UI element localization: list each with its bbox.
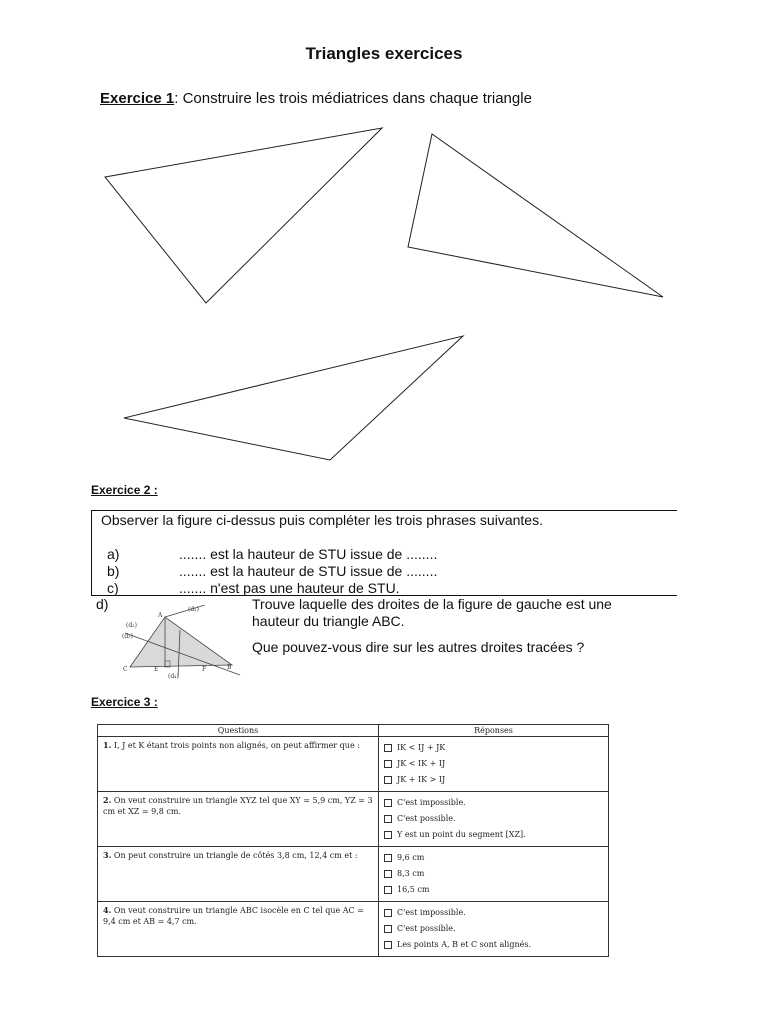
table-row [98, 737, 609, 792]
box-top-border [91, 510, 677, 511]
answer-text: JK < IK + IJ [397, 759, 446, 768]
sentence-label: c) [107, 580, 119, 596]
answer-text: IK < IJ + JK [397, 743, 446, 752]
label-d2: (d₂) [126, 622, 137, 629]
question-cell [98, 902, 379, 957]
answer-option[interactable] [384, 827, 603, 843]
table-row [98, 902, 609, 957]
answer-option[interactable] [384, 882, 603, 898]
answer-option[interactable] [384, 740, 603, 756]
answers-cell [379, 792, 609, 847]
question-d-text-1: Trouve laquelle des droites de la figure de gauche est une hauteur du triangle ABC. [252, 596, 612, 629]
exercise-2-label: Exercice 2 : [91, 483, 158, 497]
sentence-text: ....... n'est pas une hauteur de STU. [179, 580, 400, 596]
exercise-1-instruction: Construire les trois médiatrices dans chaque triangle [178, 90, 532, 107]
qcm-table [97, 724, 609, 957]
checkbox-icon[interactable] [384, 941, 392, 949]
label-d1: (d₁) [188, 606, 199, 613]
label-f: F [202, 666, 207, 673]
answers-cell [379, 902, 609, 957]
header-questions: Questions [98, 725, 379, 737]
question-d-label: d) [96, 596, 109, 612]
question-text: I, J et K étant trois points non alignés, on peut affirmer que : [113, 741, 360, 750]
question-cell [98, 847, 379, 902]
question-number: 3. [103, 850, 112, 860]
box-left-border [91, 510, 92, 596]
answer-text: Y est un point du segment [XZ]. [397, 830, 526, 839]
label-a: A [158, 612, 163, 619]
triangle-abc-fill [130, 617, 232, 667]
question-text: On peut construire un triangle de côtés 3,8 cm, 12,4 cm et : [113, 851, 358, 860]
label-d4: (d₄) [168, 673, 179, 680]
question-number: 1. [103, 740, 112, 750]
table-row [98, 792, 609, 847]
question-d-text-2: Que pouvez-vous dire sur les autres droites tracées ? [252, 639, 585, 655]
answer-option[interactable] [384, 866, 603, 882]
sentence-text: ....... est la hauteur de STU issue de ........ [179, 563, 438, 579]
answer-text: C'est possible. [397, 924, 456, 933]
checkbox-icon[interactable] [384, 909, 392, 917]
answer-option[interactable] [384, 811, 603, 827]
sentence-a [107, 546, 437, 562]
triangle-1 [105, 128, 382, 303]
exercise-1-triangles [0, 0, 768, 470]
checkbox-icon[interactable] [384, 744, 392, 752]
answer-text: 9,6 cm [397, 853, 425, 862]
question-cell [98, 792, 379, 847]
answer-option[interactable] [384, 756, 603, 772]
answer-text: Les points A, B et C sont alignés. [397, 940, 532, 949]
checkbox-icon[interactable] [384, 776, 392, 784]
checkbox-icon[interactable] [384, 870, 392, 878]
checkbox-icon[interactable] [384, 925, 392, 933]
triangle-2 [408, 134, 663, 297]
answer-option[interactable] [384, 937, 603, 953]
label-e: E [154, 666, 159, 673]
checkbox-icon[interactable] [384, 815, 392, 823]
sentence-text: ....... est la hauteur de STU issue de ........ [179, 546, 438, 562]
answers-cell [379, 737, 609, 792]
answer-option[interactable] [384, 772, 603, 788]
label-c: C [123, 666, 128, 673]
answers-cell [379, 847, 609, 902]
answer-text: C'est possible. [397, 814, 456, 823]
page-title: Triangles exercices [305, 44, 463, 63]
question-number: 4. [103, 905, 112, 915]
answer-option[interactable] [384, 850, 603, 866]
answer-option[interactable] [384, 905, 603, 921]
question-text: On veut construire un triangle ABC isocèle en C tel que AC = 9,4 cm et AB = 4,7 cm. [103, 906, 364, 926]
label-b: B [227, 664, 232, 671]
answer-text: C'est impossible. [397, 908, 466, 917]
question-cell [98, 737, 379, 792]
checkbox-icon[interactable] [384, 799, 392, 807]
sentence-label: a) [107, 546, 120, 562]
checkbox-icon[interactable] [384, 886, 392, 894]
checkbox-icon[interactable] [384, 831, 392, 839]
sentence-b [107, 563, 437, 579]
answer-text: C'est impossible. [397, 798, 466, 807]
table-header-row [98, 725, 609, 737]
exercise-1-colon: : [174, 90, 179, 107]
sentence-c [107, 580, 400, 596]
answer-option[interactable] [384, 795, 603, 811]
exercise-1-label: Exercice 1 [100, 90, 175, 107]
label-d3: (d₃) [122, 633, 133, 640]
exercise-2-intro: Observer la figure ci-dessus puis compléter les trois phrases suivantes. [101, 512, 543, 528]
question-text: On veut construire un triangle XYZ tel que XY = 5,9 cm, YZ = 3 cm et XZ = 9,8 cm. [103, 796, 373, 816]
checkbox-icon[interactable] [384, 760, 392, 768]
checkbox-icon[interactable] [384, 854, 392, 862]
answer-option[interactable] [384, 921, 603, 937]
sentence-label: b) [107, 563, 120, 579]
answer-text: 8,3 cm [397, 869, 425, 878]
triangle-abc-figure [120, 605, 245, 680]
line-d1 [165, 605, 205, 617]
triangle-3 [124, 336, 463, 460]
answer-text: JK + IK > IJ [397, 775, 446, 784]
question-number: 2. [103, 795, 112, 805]
table-row [98, 847, 609, 902]
answer-text: 16,5 cm [397, 885, 430, 894]
exercise-3-label: Exercice 3 : [91, 695, 158, 709]
header-answers: Réponses [379, 725, 609, 737]
